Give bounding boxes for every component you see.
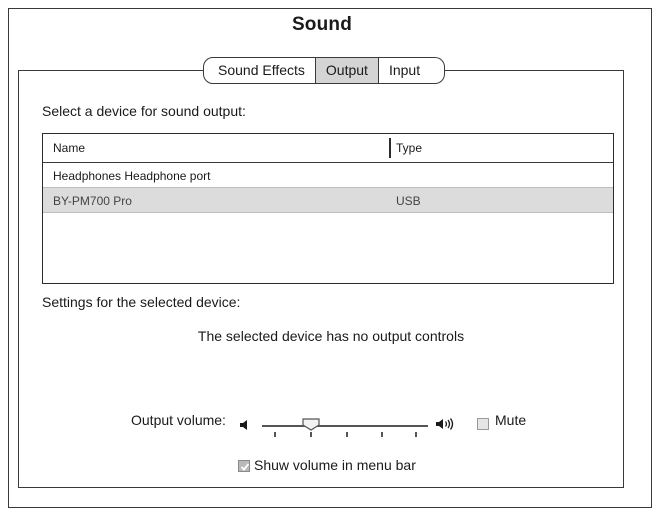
no-controls-message: The selected device has no output controls: [197, 328, 465, 344]
tab-input[interactable]: Input: [379, 57, 445, 84]
select-device-label: Select a device for sound output:: [42, 103, 246, 119]
show-volume-checkbox[interactable]: [238, 460, 250, 472]
output-volume-label: Output volume:: [131, 412, 226, 428]
slider-tick: [274, 432, 276, 437]
device-table: [42, 133, 614, 284]
slider-tick: [381, 432, 383, 437]
slider-track[interactable]: [262, 425, 428, 427]
device-name-cell: BY-PM700 Pro: [53, 194, 132, 208]
table-header: [43, 134, 613, 163]
show-volume-label[interactable]: Shuw volume in menu bar: [254, 457, 416, 473]
mute-checkbox[interactable]: [477, 418, 489, 430]
slider-tick: [310, 432, 312, 437]
output-volume-slider[interactable]: [262, 415, 428, 437]
speaker-high-icon: [435, 417, 457, 436]
column-header-type[interactable]: Type: [396, 141, 423, 155]
column-header-name[interactable]: Name: [53, 141, 86, 155]
slider-thumb[interactable]: [301, 418, 321, 431]
column-divider[interactable]: [389, 138, 391, 158]
tab-bar: [203, 57, 445, 84]
device-name-cell: Headphones Headphone port: [53, 169, 211, 183]
checkmark-icon: [239, 461, 251, 473]
slider-tick: [415, 432, 417, 437]
settings-label: Settings for the selected device:: [42, 294, 241, 310]
slider-tick: [346, 432, 348, 437]
table-row[interactable]: [43, 188, 613, 213]
speaker-low-icon: [239, 418, 251, 436]
tab-sound-effects[interactable]: Sound Effects: [203, 57, 316, 84]
window-title: Sound: [291, 14, 353, 35]
tab-output[interactable]: Output: [316, 57, 379, 84]
mute-label[interactable]: Mute: [495, 412, 527, 428]
device-type-cell: USB: [396, 194, 421, 208]
table-row[interactable]: [43, 163, 613, 188]
